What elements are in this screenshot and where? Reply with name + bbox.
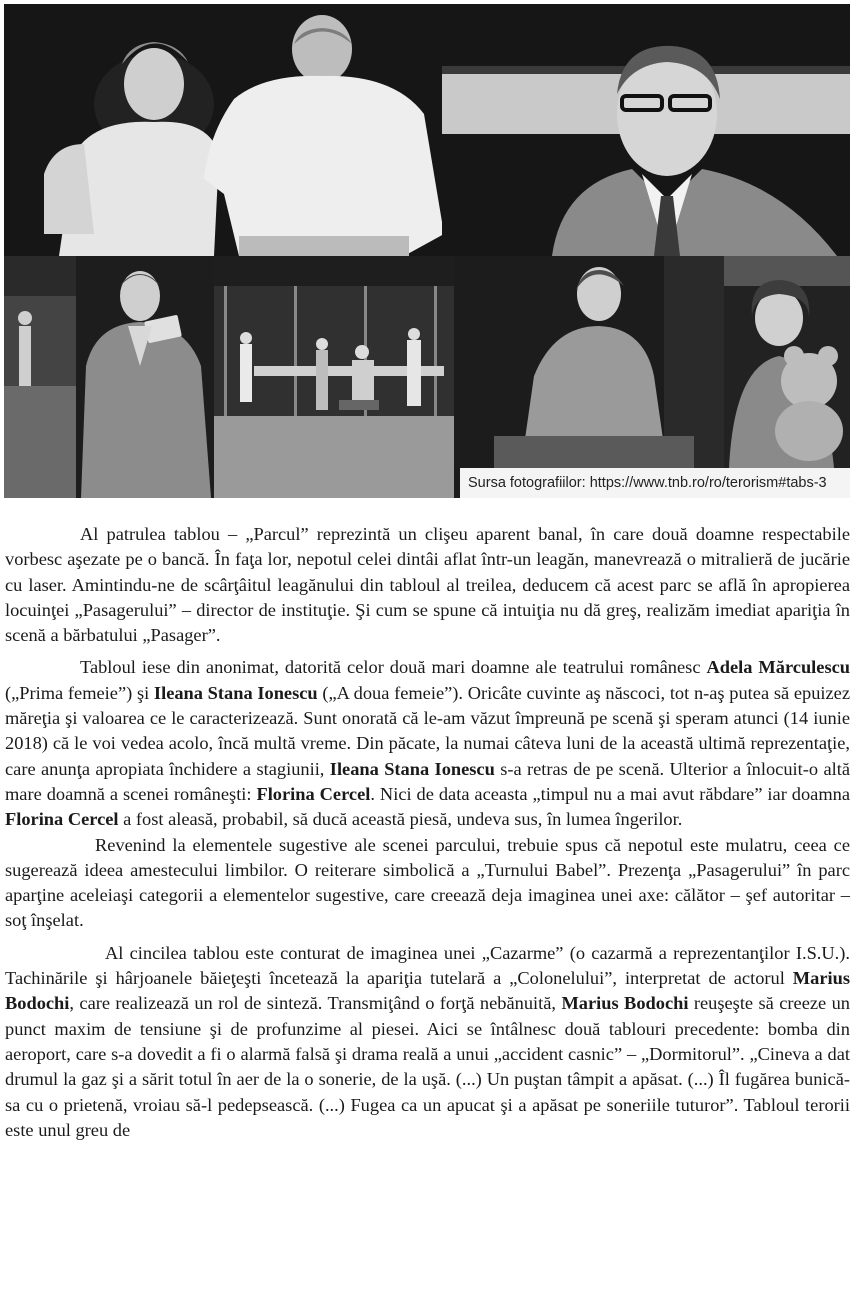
- photo-source-caption: Sursa fotografiilor: https://www.tnb.ro/ro/terorism#tabs-3: [460, 468, 850, 498]
- photo-collage: [4, 4, 850, 498]
- photo-woman-with-teddy-bear: [724, 256, 850, 468]
- paragraph-actresses: Tabloul iese din anonimat, datorită celor două mari doamne ale teatrului românesc Adela Mărculescu („Prima femeie”) şi Ileana Stana Ionescu („A doua femeie”). Oricâte cuvinte aş născoci, tot n-aş putea să epuizez măreţia şi valoarea ce le caracterizează. Sunt onorată că le-am văzut împreună pe scenă şi speram atunci (14 iunie 2018) că le voi vedea acolo, încă multă vreme. Din păcate, la numai câteva luni de la această ultimă reprezentaţie, care anunţa apropiata închidere a stagiunii, Ileana Stana Ionescu s-a retras de pe scenă. Ulterior a înlocuit-o altă mare doamnă a scenei româneşti: Florina Cercel. Nici de data aceasta „timpul nu a mai avut răbdare” iar doamna Florina Cercel a fost aleasă, probabil, să ducă această piesă, undeva sus, în lumea îngerilor.: [5, 657, 850, 830]
- actor-name: Ileana Stana Ionescu: [329, 758, 495, 779]
- actor-name: Florina Cercel: [5, 809, 119, 830]
- paragraph-park: Al patrulea tablou – „Parcul” reprezintă un clişeu aparent banal, în care două doamne respectabile vorbesc aşezate pe o bancă. În faţa lor, nepotul celei dintâi aflat într-un leagăn, manevrează o mitralieră de jucărie cu laser. Amintindu-ne de scârţâitul leagănului din tabloul al treilea, deducem că acest parc se află în apropierea locuinţei „Pasagerului” – director de instituţie. Şi cum se spune că intuiţia nu dă greş, realizăm imediat apariţia în scenă a bărbatului „Pasager”.: [5, 524, 850, 646]
- actor-name: Marius Bodochi: [5, 968, 850, 1014]
- actor-name: Ileana Stana Ionescu: [153, 682, 318, 703]
- photo-stage-lone-figure: [4, 256, 76, 498]
- photo-stage-scene-actors: [214, 256, 454, 498]
- actor-name: Marius Bodochi: [561, 993, 689, 1014]
- paragraph-barracks: Al cincilea tablou este conturat de imaginea unei „Cazarme” (o cazarmă a reprezentanţilor I.S.U.). Tachinările şi hârjoanele băieţeşti încetează la apariţia tutelară a „Colonelului”, interpretat de actorul Marius Bodochi, care realizează un rol de sinteză. Transmiţând o forţă nebănuită, Marius Bodochi reuşeşte să creeze un punct maxim de tensiune şi de profunzime al piesei. Aici se întâlnesc două tablouri precedente: bomba din aeroport, care s-a dovedit a fi o alarmă falsă şi drama reală a unui „accident casnic” – „Dormitorul”. „Cineva a dat drumul la gaz şi a sărit totul în aer de la o sonerie, de la uşă. (...) Un puştan tâmpit a apăsat. (...) Îl fugărea bunică-sa cu o prietenă, vroiau să-l pedepsească. (...) Fugea ca un apucat şi a apăsat pe soneriile tuturor”. Tabloul terorii este unul greu de: [5, 942, 850, 1140]
- photo-man-with-glasses-closeup: [442, 4, 850, 256]
- photo-colonel-with-tablet: [76, 256, 214, 498]
- photo-woman-sitting: [454, 256, 724, 468]
- actor-name: Florina Cercel: [256, 783, 371, 804]
- photo-woman-and-man-arguing: [4, 4, 442, 256]
- paragraph-park-symbols: Revenind la elementele sugestive ale scenei parcului, trebuie spus că nepotul este mulatru, ceea ce sugerează ideea amestecului limbilor. O reiterare simbolică a „Turnului Babel”. Prezenţa „Pasagerului” în parc aparţine aceleiaşi categorii a elementelor sugestive, care creează deja imaginea unei axe: călător – şef autoritar – soţ înşelat.: [5, 834, 850, 931]
- article-body: [5, 522, 850, 1150]
- actor-name: Adela Mărculescu: [706, 657, 850, 678]
